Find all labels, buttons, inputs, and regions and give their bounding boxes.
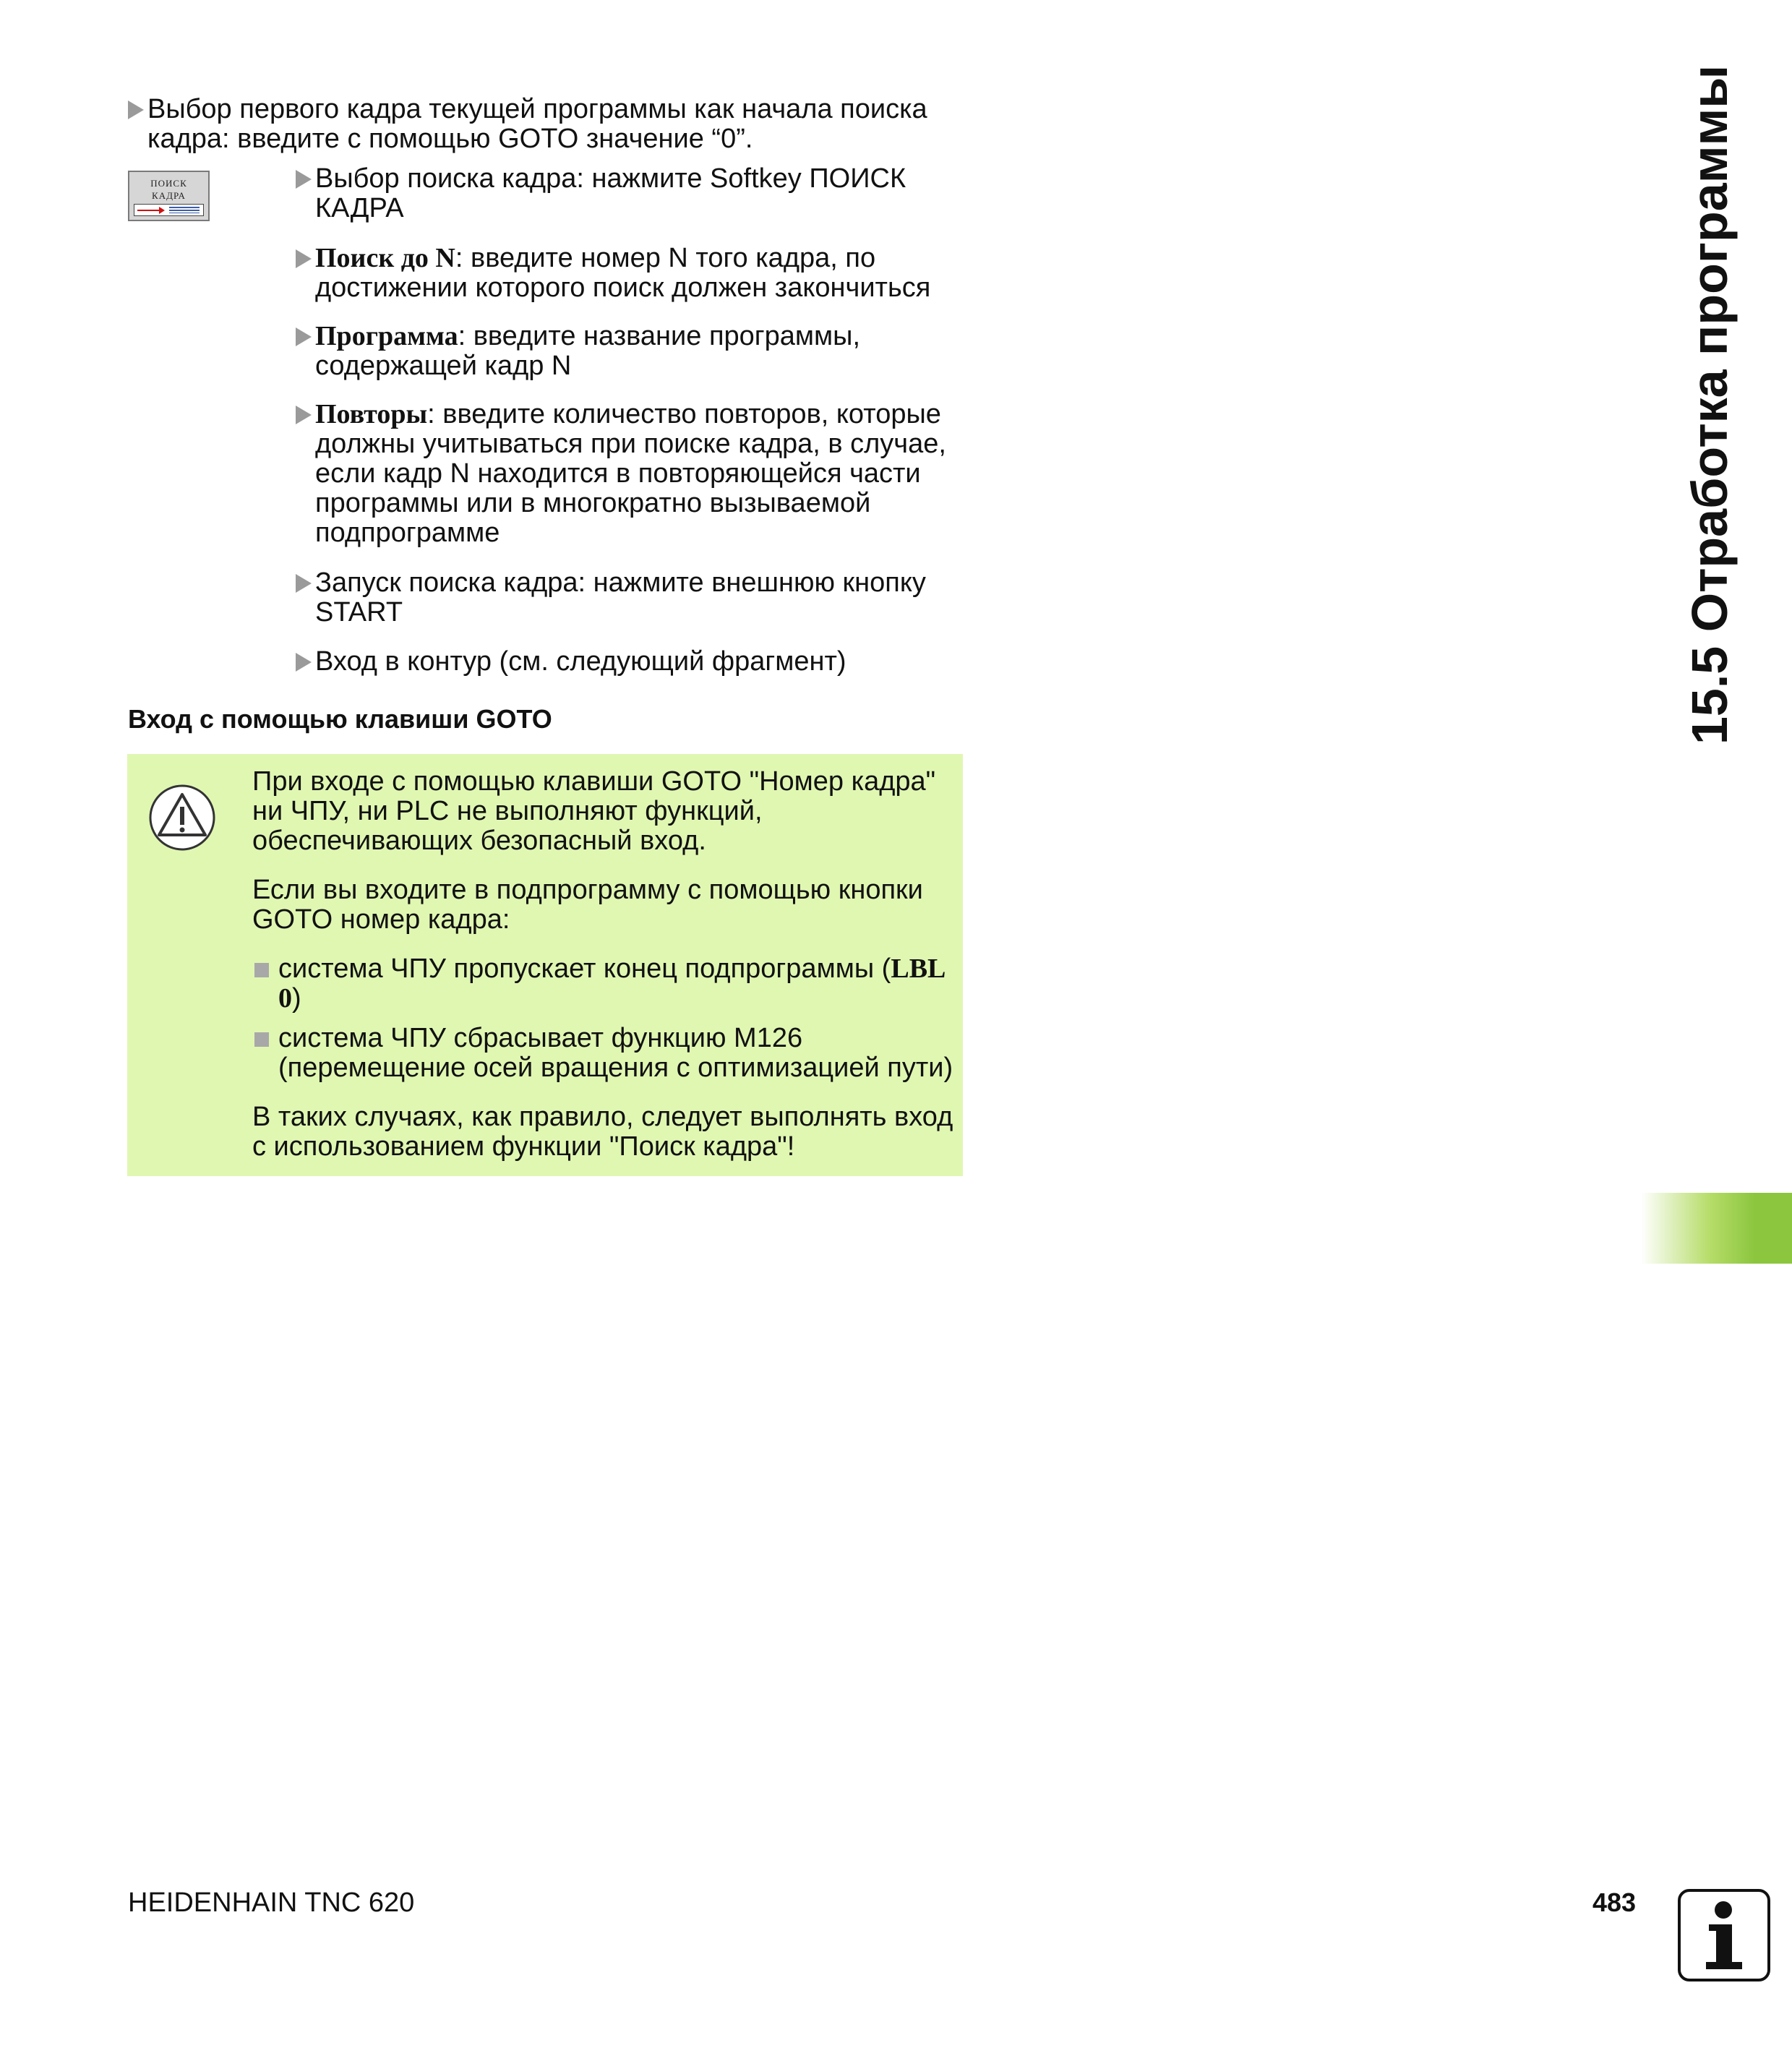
step-enter-contour — [296, 647, 961, 677]
step-label: Повторы — [315, 399, 428, 429]
note-item-text: система ЧПУ пропускает конец подпрограммы ( — [278, 954, 891, 984]
triangle-bullet-icon — [296, 574, 312, 593]
note-paragraph-1: При входе с помощью клавиши GOTO "Номер кадра" ни ЧПУ, ни PLC не выполняют функций, обеспечивающих безопасный вход. — [252, 766, 936, 856]
step-text: Запуск поиска кадра: нажмите внешнюю кнопку START — [315, 567, 926, 627]
footer-product: HEIDENHAIN TNC 620 — [128, 1888, 415, 1918]
step-text: : введите название программы, содержащей кадр N — [315, 321, 861, 381]
triangle-bullet-icon — [296, 327, 312, 346]
triangle-bullet-icon — [296, 653, 312, 672]
step-text: : введите номер N того кадра, по достижении которого поиск должен закончиться — [315, 243, 931, 303]
intro-step — [128, 95, 959, 154]
step-label: Поиск до N — [315, 243, 455, 273]
step-scan-to-n — [296, 244, 961, 303]
step-repetitions — [296, 400, 961, 548]
step-start — [296, 568, 961, 627]
note-paragraph-3: В таких случаях, как правило, следует выполнять вход с использованием функции "Поиск кадра"! — [252, 1102, 953, 1162]
info-icon — [1677, 1888, 1771, 1982]
step-text: : введите количество повторов, которые должны учитываться при поиске кадра, в случае, если кадр N находится в повторяющейся части программы или в многократно вызываемой подпрограмме — [315, 399, 946, 548]
step-program — [296, 322, 961, 381]
square-bullet-icon — [254, 963, 269, 977]
note-paragraph-2: Если вы входите в подпрограмму с помощью кнопки GOTO номер кадра: — [252, 875, 923, 935]
chapter-tab-marker — [1641, 1193, 1792, 1264]
note-list-item — [252, 1024, 953, 1083]
note-item-bold: LBL 0 — [278, 954, 945, 1014]
softkey-label-line1: ПОИСК — [150, 178, 187, 189]
step-text: Вход в контур (см. следующий фрагмент) — [315, 646, 846, 677]
square-bullet-icon — [254, 1032, 269, 1047]
step-label: Программа — [315, 321, 458, 351]
chapter-title: 15.5 Отработка программы — [1681, 64, 1738, 745]
note-list-item — [252, 954, 953, 1014]
section-heading: Вход с помощью клавиши GOTO — [128, 704, 552, 734]
intro-step-text: Выбор первого кадра текущей программы как начала поиска кадра: введите с помощью GOTO значение “0”. — [147, 94, 927, 154]
block-scan-softkey — [128, 171, 210, 221]
step-text: Выбор поиска кадра: нажмите Softkey ПОИСК КАДРА — [315, 163, 906, 223]
softkey-label-line2: КАДРА — [152, 190, 186, 201]
triangle-bullet-icon — [296, 249, 312, 268]
triangle-bullet-icon — [296, 170, 312, 189]
warning-icon — [147, 783, 217, 852]
block-scan-softkey-icon — [134, 204, 204, 216]
triangle-bullet-icon — [128, 100, 144, 119]
note-item-text: система ЧПУ сбрасывает функцию M126 (перемещение осей вращения с оптимизацией пути) — [278, 1023, 953, 1083]
page-number: 483 — [1592, 1888, 1637, 1917]
note-item-after: ) — [292, 983, 301, 1014]
triangle-bullet-icon — [296, 406, 312, 424]
step-select-block-scan — [296, 164, 961, 223]
